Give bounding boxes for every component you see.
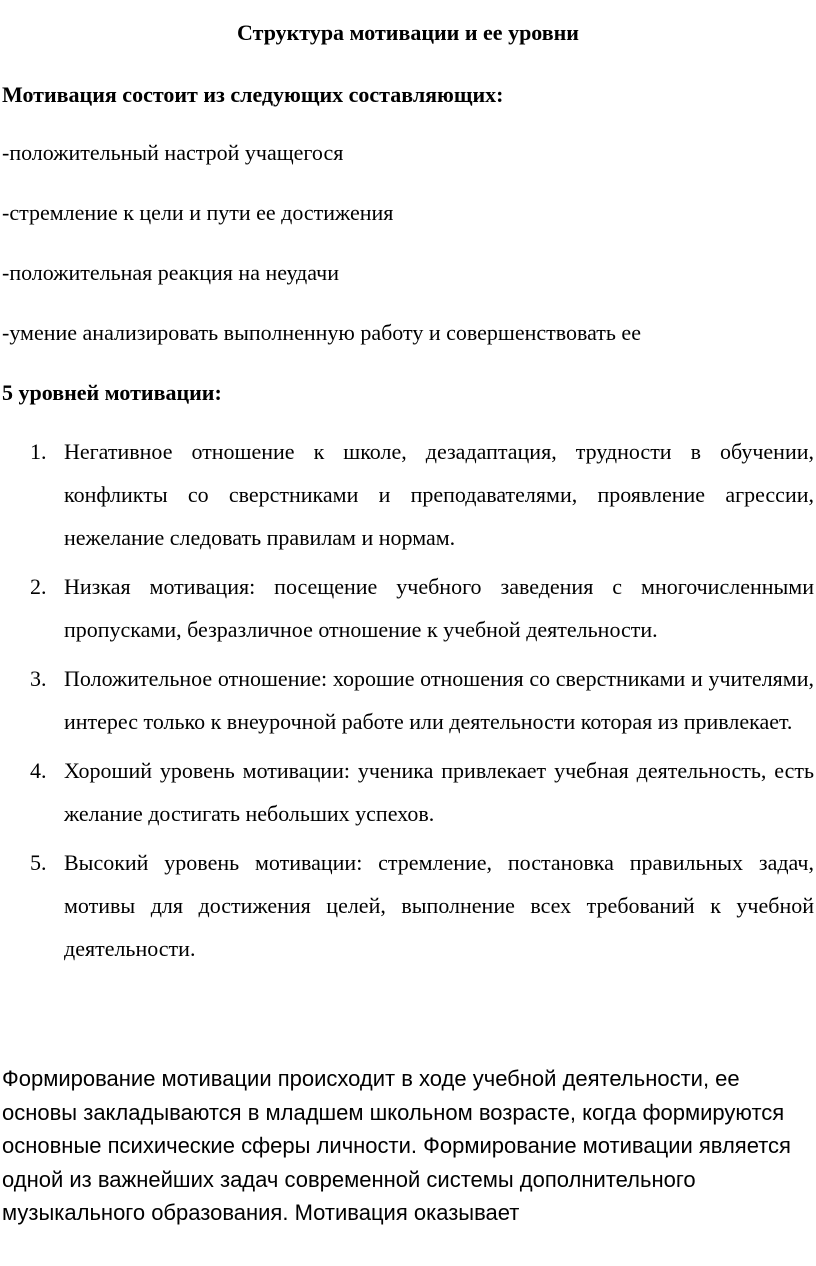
summary-paragraph: Формирование мотивации происходит в ходе учебной деятельности, ее основы закладываются в младшем школьном возрасте, когда формируются основные психические сферы личности. Формирование мотивации является одной из важнейших задач современной системы дополнительного музыкального образования. Мотивация оказывает <box>2 1066 791 1226</box>
level-number: 1. <box>30 439 47 464</box>
level-text: Негативное отношение к школе, дезадаптация, трудности в обучении, конфликты со сверстниками и преподавателями, проявление агрессии, нежелание следовать правилам и нормам. <box>64 439 814 550</box>
levels-heading: 5 уровней мотивации: <box>2 380 222 405</box>
level-number: 3. <box>30 666 47 691</box>
level-item <box>0 430 814 559</box>
component-item: -положительный настрой учащегося <box>2 140 344 165</box>
level-item <box>0 565 814 651</box>
components-heading: Мотивация состоит из следующих составляющих: <box>2 82 504 107</box>
level-item <box>0 841 814 970</box>
level-item <box>0 749 814 835</box>
levels-list <box>0 430 814 976</box>
level-text: Высокий уровень мотивации: стремление, постановка правильных задач, мотивы для достижения целей, выполнение всех требований к учебной деятельности. <box>64 850 814 961</box>
level-number: 5. <box>30 850 47 875</box>
level-text: Низкая мотивация: посещение учебного заведения с многочисленными пропусками, безразличное отношение к учебной деятельности. <box>64 574 814 642</box>
document-title: Структура мотивации и ее уровни <box>237 20 579 45</box>
level-number: 2. <box>30 574 47 599</box>
level-text: Положительное отношение: хорошие отношения со сверстниками и учителями, интерес только к внеурочной работе или деятельности которая из привлекает. <box>64 666 814 734</box>
component-item: -положительная реакция на неудачи <box>2 260 339 285</box>
component-item: -умение анализировать выполненную работу и совершенствовать ее <box>2 320 641 345</box>
component-item: -стремление к цели и пути ее достижения <box>2 200 394 225</box>
level-text: Хороший уровень мотивации: ученика привлекает учебная деятельность, есть желание достигать небольших успехов. <box>64 758 814 826</box>
level-item <box>0 657 814 743</box>
level-number: 4. <box>30 758 47 783</box>
